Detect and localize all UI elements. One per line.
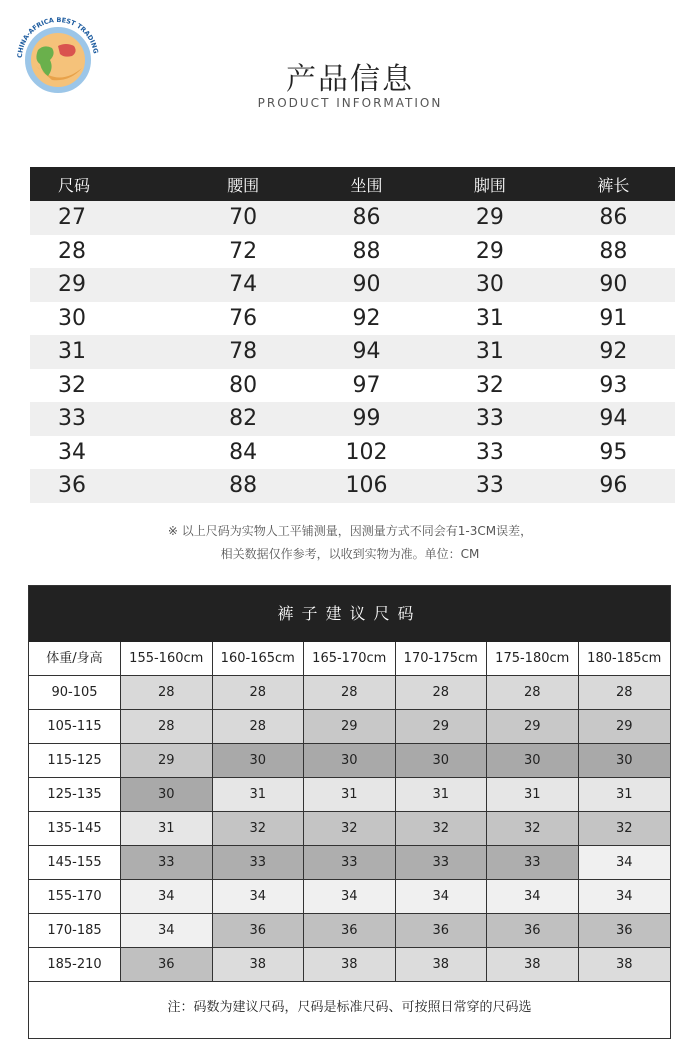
table-cell: 31 (475, 305, 504, 331)
size-cell: 30 (304, 744, 396, 778)
table-cell: 99 (352, 406, 381, 432)
size-cell: 38 (487, 948, 579, 982)
table-cell: 90 (599, 272, 628, 298)
size-cell: 32 (213, 812, 305, 846)
table-cell: 28 (58, 238, 86, 264)
page-title: 产品信息 (286, 62, 414, 97)
size-cell: 33 (213, 846, 305, 880)
size-col-header: 尺码 (58, 175, 91, 195)
height-header: 160-165cm (213, 642, 305, 676)
weight-height-header: 体重/身高 (29, 642, 121, 676)
table-row (30, 335, 675, 369)
size-cell: 31 (304, 778, 396, 812)
table-cell: 74 (229, 272, 258, 298)
size-cell: 34 (213, 880, 305, 914)
table-row (30, 302, 675, 336)
size-cell: 33 (487, 846, 579, 880)
table-cell: 82 (229, 406, 258, 432)
size-cell: 34 (304, 880, 396, 914)
measurement-note-2: 相关数据仅作参考，以收到实物为准。单位：CM (220, 547, 480, 561)
table-cell: 33 (475, 473, 504, 499)
table-cell: 86 (352, 205, 381, 231)
measurement-note: ※ 以上尺码为实物人工平铺测量，因测量方式不同会有1-3CM误差， (167, 524, 533, 538)
size-cell: 29 (487, 710, 579, 744)
size-cell: 36 (396, 914, 488, 948)
table-row (30, 235, 675, 269)
size-cell: 30 (213, 744, 305, 778)
size-col-header: 裤长 (597, 175, 630, 195)
size-cell: 36 (579, 914, 671, 948)
size-cell: 32 (396, 812, 488, 846)
table-cell: 90 (352, 272, 381, 298)
weight-label: 155-170 (29, 880, 121, 914)
size-cell: 36 (121, 948, 213, 982)
weight-label: 105-115 (29, 710, 121, 744)
height-header: 180-185cm (579, 642, 671, 676)
table-cell: 88 (229, 473, 258, 499)
size-cell: 31 (213, 778, 305, 812)
table-cell: 88 (352, 238, 381, 264)
size-cell: 38 (304, 948, 396, 982)
recommend-footer: 注：码数为建议尺码，尺码是标准尺码、可按照日常穿的尺码选 (29, 982, 670, 1038)
size-cell: 30 (579, 744, 671, 778)
size-cell: 30 (396, 744, 488, 778)
table-row (30, 469, 675, 503)
table-cell: 31 (58, 339, 86, 365)
size-cell: 28 (487, 676, 579, 710)
size-cell: 36 (304, 914, 396, 948)
size-cell: 34 (579, 880, 671, 914)
weight-label: 125-135 (29, 778, 121, 812)
table-cell: 91 (599, 305, 628, 331)
size-cell: 34 (487, 880, 579, 914)
table-cell: 32 (475, 372, 504, 398)
table-cell: 33 (475, 406, 504, 432)
recommend-table (28, 585, 671, 1039)
table-row (30, 369, 675, 403)
weight-label: 185-210 (29, 948, 121, 982)
size-cell: 28 (213, 710, 305, 744)
table-cell: 31 (475, 339, 504, 365)
weight-label: 90-105 (29, 676, 121, 710)
size-cell: 34 (121, 914, 213, 948)
table-cell: 33 (475, 439, 504, 465)
logo-text: CHINA-AFRICA BEST TRADING (15, 15, 100, 59)
height-header: 155-160cm (121, 642, 213, 676)
table-cell: 34 (58, 439, 86, 465)
size-cell: 31 (487, 778, 579, 812)
table-cell: 96 (599, 473, 628, 499)
size-col-header: 腰围 (227, 175, 260, 195)
size-col-header: 脚围 (473, 175, 506, 195)
height-header: 170-175cm (396, 642, 488, 676)
table-cell: 80 (229, 372, 258, 398)
table-cell: 29 (58, 272, 86, 298)
table-row (30, 201, 675, 235)
table-cell: 72 (229, 238, 258, 264)
size-cell: 28 (213, 676, 305, 710)
height-header: 175-180cm (487, 642, 579, 676)
size-cell: 38 (579, 948, 671, 982)
size-cell: 32 (304, 812, 396, 846)
table-cell: 30 (58, 305, 86, 331)
size-cell: 32 (579, 812, 671, 846)
table-cell: 27 (58, 205, 86, 231)
size-cell: 33 (304, 846, 396, 880)
table-cell: 92 (352, 305, 381, 331)
weight-label: 115-125 (29, 744, 121, 778)
weight-label: 145-155 (29, 846, 121, 880)
height-header: 165-170cm (304, 642, 396, 676)
size-cell: 31 (579, 778, 671, 812)
size-cell: 28 (304, 676, 396, 710)
size-cell: 28 (121, 710, 213, 744)
table-cell: 95 (599, 439, 628, 465)
table-row (30, 268, 675, 302)
table-cell: 88 (599, 238, 628, 264)
size-cell: 29 (121, 744, 213, 778)
page-subtitle: PRODUCT INFORMATION (257, 96, 443, 110)
table-cell: 29 (475, 238, 504, 264)
table-cell: 102 (345, 439, 388, 465)
size-col-header: 坐围 (350, 175, 383, 195)
table-cell: 106 (345, 473, 388, 499)
table-cell: 84 (229, 439, 258, 465)
size-cell: 29 (579, 710, 671, 744)
table-row (30, 402, 675, 436)
table-cell: 97 (352, 372, 381, 398)
size-table-body (30, 201, 675, 503)
weight-label: 135-145 (29, 812, 121, 846)
table-cell: 70 (229, 205, 258, 231)
table-cell: 92 (599, 339, 628, 365)
size-cell: 36 (213, 914, 305, 948)
size-cell: 30 (121, 778, 213, 812)
table-cell: 32 (58, 372, 86, 398)
size-cell: 31 (121, 812, 213, 846)
size-cell: 30 (487, 744, 579, 778)
size-cell: 33 (121, 846, 213, 880)
size-cell: 31 (396, 778, 488, 812)
table-cell: 86 (599, 205, 628, 231)
size-cell: 29 (304, 710, 396, 744)
table-cell: 36 (58, 473, 86, 499)
size-cell: 29 (396, 710, 488, 744)
size-cell: 33 (396, 846, 488, 880)
table-row (30, 436, 675, 470)
size-cell: 34 (121, 880, 213, 914)
size-cell: 28 (121, 676, 213, 710)
table-cell: 94 (352, 339, 381, 365)
size-cell: 32 (487, 812, 579, 846)
size-table (30, 167, 675, 503)
recommend-title: 裤子建议尺码 (29, 586, 670, 642)
table-cell: 76 (229, 305, 258, 331)
table-cell: 93 (599, 372, 628, 398)
size-cell: 34 (579, 846, 671, 880)
table-cell: 94 (599, 406, 628, 432)
table-cell: 78 (229, 339, 258, 365)
size-cell: 38 (396, 948, 488, 982)
table-cell: 29 (475, 205, 504, 231)
size-cell: 38 (213, 948, 305, 982)
table-cell: 33 (58, 406, 86, 432)
size-cell: 36 (487, 914, 579, 948)
table-cell: 30 (475, 272, 504, 298)
size-table-header (30, 167, 675, 201)
size-cell: 34 (396, 880, 488, 914)
size-cell: 28 (579, 676, 671, 710)
weight-label: 170-185 (29, 914, 121, 948)
recommend-grid (29, 642, 670, 982)
size-cell: 28 (396, 676, 488, 710)
